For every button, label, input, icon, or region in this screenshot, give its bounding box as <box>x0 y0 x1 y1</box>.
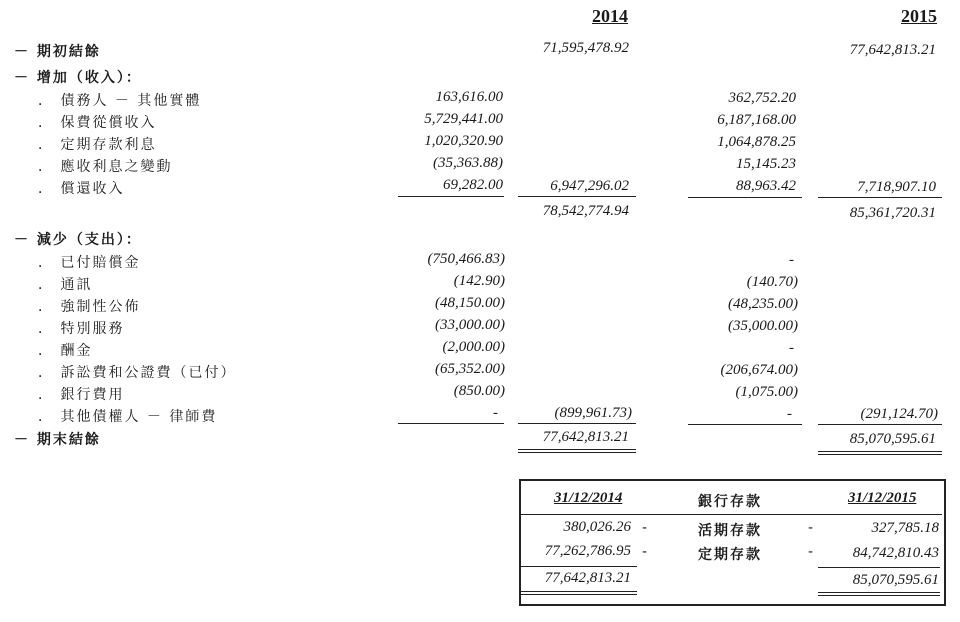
decrease-item-2014: (2,000.00) <box>442 339 505 355</box>
decrease-subtotal-2015: (291,124.70) <box>860 406 938 422</box>
increase-section-label: － 增加（收入）： <box>14 70 142 86</box>
bank-row-2014: 380,026.26 <box>563 519 631 535</box>
decrease-item-2015: - <box>789 252 794 268</box>
increase-item-2015: 88,963.42 <box>736 178 796 194</box>
decrease-item-2015: (140.70) <box>746 274 798 290</box>
decrease-item-2015: - <box>789 340 794 356</box>
bank-row-2015: 327,785.18 <box>871 520 939 536</box>
decrease-item-label: ． 特別服務 <box>38 321 125 337</box>
bank-row-dash: - <box>808 520 814 536</box>
decrease-item-label: ． 銀行費用 <box>38 387 125 403</box>
double-underline <box>521 591 637 595</box>
subtotal-rule <box>818 424 942 425</box>
bank-total-2015: 85,070,595.61 <box>852 572 939 588</box>
decrease-item-2015: (35,000.00) <box>728 318 798 334</box>
increase-item-2014: (35,363.88) <box>433 155 503 171</box>
decrease-item-2014: (48,150.00) <box>435 295 505 311</box>
double-underline <box>518 449 636 453</box>
closing-balance-2015: 85,070,595.61 <box>849 431 936 447</box>
increase-item-2015: 15,145.23 <box>736 156 796 172</box>
subtotal-rule <box>688 424 802 425</box>
increase-item-label: ． 定期存款利息 <box>38 137 157 153</box>
increase-subtotal-2015: 7,718,907.10 <box>857 179 936 195</box>
bank-row-dash: - <box>642 520 648 536</box>
subtotal-rule <box>518 196 636 197</box>
decrease-subtotal-2014: (899,961.73) <box>554 405 632 421</box>
decrease-section-label: － 減少（支出）： <box>14 232 142 248</box>
decrease-item-2014: (750,466.83) <box>427 251 505 267</box>
increase-item-label: ． 應收利息之變動 <box>38 159 173 175</box>
subtotal-rule <box>688 197 802 198</box>
decrease-item-label: ． 其他債權人 － 律師費 <box>38 409 218 425</box>
increase-item-2015: 362,752.20 <box>728 90 796 106</box>
subtotal-rule <box>398 423 504 424</box>
closing-balance-2014: 77,642,813.21 <box>542 429 629 445</box>
increase-item-2014: 5,729,441.00 <box>424 111 503 127</box>
decrease-item-2015: (48,235.00) <box>728 296 798 312</box>
decrease-item-2015: - <box>787 406 792 422</box>
opening-balance-2015: 77,642,813.21 <box>849 42 936 58</box>
bank-row-dash: - <box>808 544 814 560</box>
bank-total-2014: 77,642,813.21 <box>544 570 631 586</box>
increase-item-label: ． 償還收入 <box>38 181 125 197</box>
subtotal-rule <box>398 196 504 197</box>
bank-row-dash: - <box>642 544 648 560</box>
increase-item-label: ． 債務人 － 其他實體 <box>38 93 202 109</box>
decrease-item-2014: (33,000.00) <box>435 317 505 333</box>
increase-item-2015: 1,064,878.25 <box>717 134 796 150</box>
double-underline <box>818 592 940 596</box>
increase-total-2014: 78,542,774.94 <box>542 203 629 219</box>
bank-row-label: 定期存款 <box>698 547 762 563</box>
decrease-item-2015: (1,075.00) <box>735 384 798 400</box>
decrease-item-2014: (850.00) <box>453 383 505 399</box>
bank-row-2015: 84,742,810.43 <box>852 545 939 561</box>
bank-box-header-rule <box>521 514 942 515</box>
increase-subtotal-2014: 6,947,296.02 <box>550 178 629 194</box>
header-year-2015: 2015 <box>901 6 937 26</box>
decrease-item-label: ． 已付賠償金 <box>38 255 141 271</box>
increase-item-2014: 69,282.00 <box>443 177 503 193</box>
bank-box-date-2015: 31/12/2015 <box>848 490 917 506</box>
opening-balance-label: － 期初結餘 <box>14 44 101 60</box>
decrease-item-label: ． 強制性公佈 <box>38 299 141 315</box>
bank-total-rule <box>818 567 940 568</box>
bank-box-title: 銀行存款 <box>698 494 762 510</box>
increase-item-2014: 163,616.00 <box>435 89 503 105</box>
increase-total-2015: 85,361,720.31 <box>849 205 936 221</box>
increase-item-2015: 6,187,168.00 <box>717 112 796 128</box>
decrease-item-2014: - <box>493 405 498 421</box>
decrease-item-label: ． 酬金 <box>38 343 93 359</box>
decrease-item-2014: (142.90) <box>453 273 505 289</box>
subtotal-rule <box>518 423 636 424</box>
double-underline <box>818 451 942 455</box>
bank-row-label: 活期存款 <box>698 523 762 539</box>
closing-balance-label: － 期末結餘 <box>14 432 101 448</box>
decrease-item-label: ． 通訊 <box>38 277 93 293</box>
bank-box-date-2014: 31/12/2014 <box>554 490 623 506</box>
header-year-2014: 2014 <box>592 6 628 26</box>
bank-row-2014: 77,262,786.95 <box>544 543 631 559</box>
bank-total-rule <box>521 566 637 567</box>
subtotal-rule <box>818 197 942 198</box>
decrease-item-2014: (65,352.00) <box>435 361 505 377</box>
opening-balance-2014: 71,595,478.92 <box>542 40 629 56</box>
increase-item-2014: 1,020,320.90 <box>424 133 503 149</box>
decrease-item-2015: (206,674.00) <box>720 362 798 378</box>
increase-item-label: ． 保費從償收入 <box>38 115 157 131</box>
decrease-item-label: ． 訴訟費和公證費（已付） <box>38 365 237 381</box>
